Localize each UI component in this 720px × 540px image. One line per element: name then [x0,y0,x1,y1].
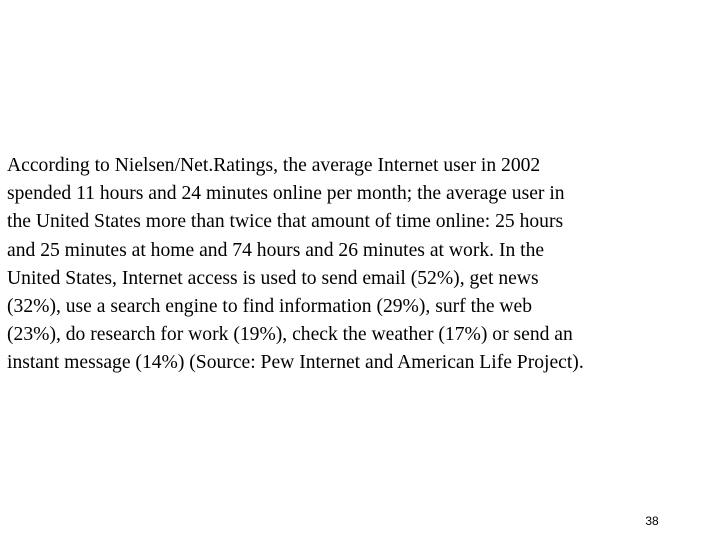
body-line: (32%), use a search engine to find information (29%), surf the web [7,296,533,318]
page-number: 38 [645,514,659,528]
body-line: (23%), do research for work (19%), check the weather (17%) or send an [7,324,573,346]
body-line: United States, Internet access is used to send email (52%), get news [7,267,539,289]
body-line: According to Nielsen/Net.Ratings, the average Internet user in 2002 [7,155,541,176]
body-line: and 25 minutes at home and 74 hours and 26 minutes at work. In the [7,239,545,261]
body-line: spended 11 hours and 24 minutes online per month; the average user in [7,183,565,205]
body-paragraph [7,152,717,378]
body-line: the United States more than twice that amount of time online: 25 hours [7,211,564,233]
body-line: instant message (14%) (Source: Pew Internet and American Life Project). [7,352,584,374]
